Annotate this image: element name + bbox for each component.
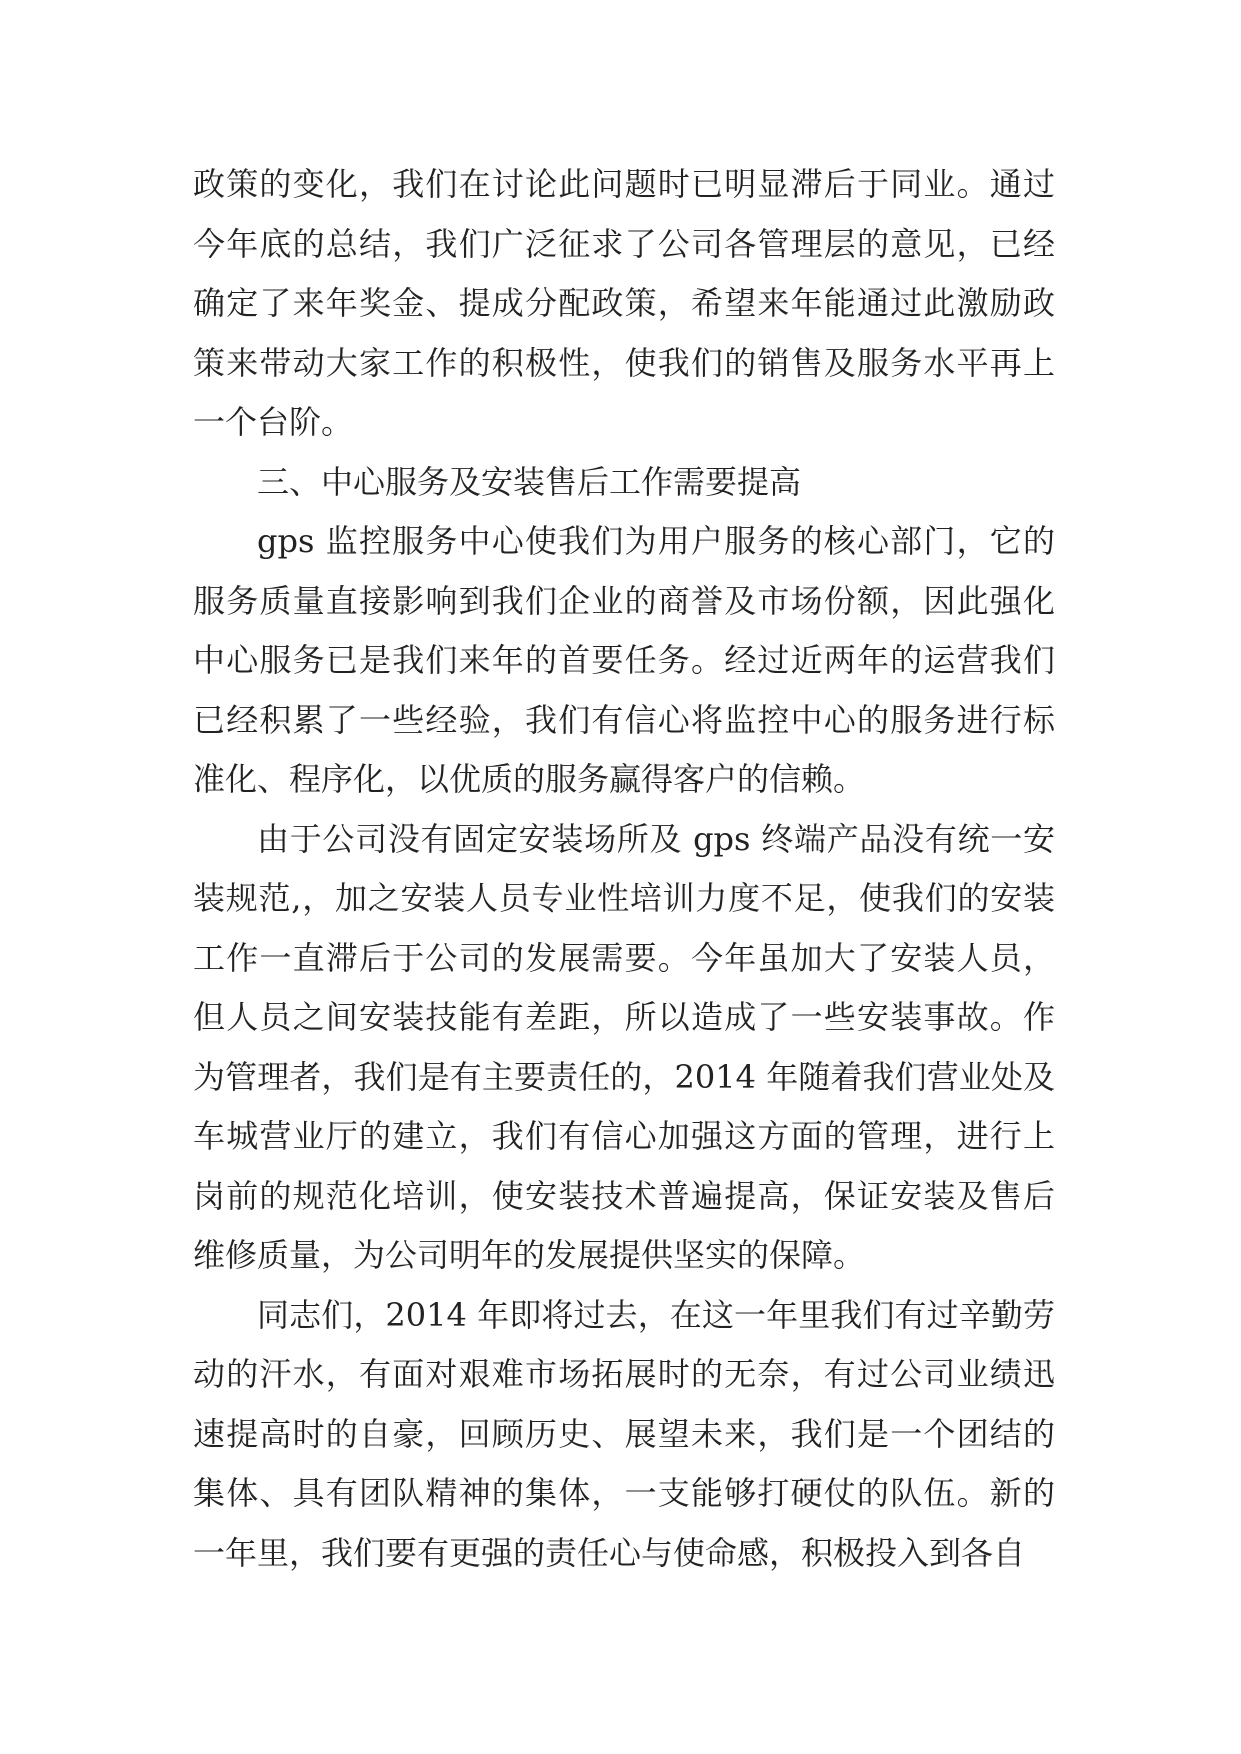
section-heading-3: 三、中心服务及安装售后工作需要提高 (257, 462, 802, 501)
paragraph-monitoring-center: gps 监控服务中心使我们为用户服务的核心部门，它的服务质量直接影响到我们企业的商誉及市场份额，因此强化中心服务已是我们来年的首要任务。经过近两年的运营我们已经积累了一些经验，我们有信心将监控中心的服务进行标准化、程序化，以优质的服务赢得客户的信赖。 (193, 522, 1055, 798)
paragraph-installation: 由于公司没有固定安装场所及 gps 终端产品没有统一安装规范,，加之安装人员专业性培训力度不足，使我们的安装工作一直滞后于公司的发展需要。今年虽加大了安装人员，但人员之间安装技能有差距，所以造成了一些安装事故。作为管理者，我们是有主要责任的，2014 年随着我们营业处及车城营业厅的建立，我们有信心加强这方面的管理，进行上岗前的规范化培训，使安装技术普遍提高，保证安装及售后维修质量，为公司明年的发展提供坚实的保障。 (193, 819, 1055, 1274)
document-body (193, 155, 1055, 1583)
paragraph-closing: 同志们，2014 年即将过去，在这一年里我们有过辛勤劳动的汗水，有面对艰难市场拓展时的无奈，有过公司业绩迅速提高时的自豪，回顾历史、展望未来，我们是一个团结的集体、具有团队精神的集体，一支能够打硬仗的队伍。新的一年里，我们要有更强的责任心与使命感，积极投入到各自 (193, 1295, 1055, 1572)
paragraph-policy-continuation: 政策的变化，我们在讨论此问题时已明显滞后于同业。通过今年底的总结，我们广泛征求了公司各管理层的意见，已经确定了来年奖金、提成分配政策，希望来年能通过此激励政策来带动大家工作的积极性，使我们的销售及服务水平再上一个台阶。 (193, 165, 1055, 441)
